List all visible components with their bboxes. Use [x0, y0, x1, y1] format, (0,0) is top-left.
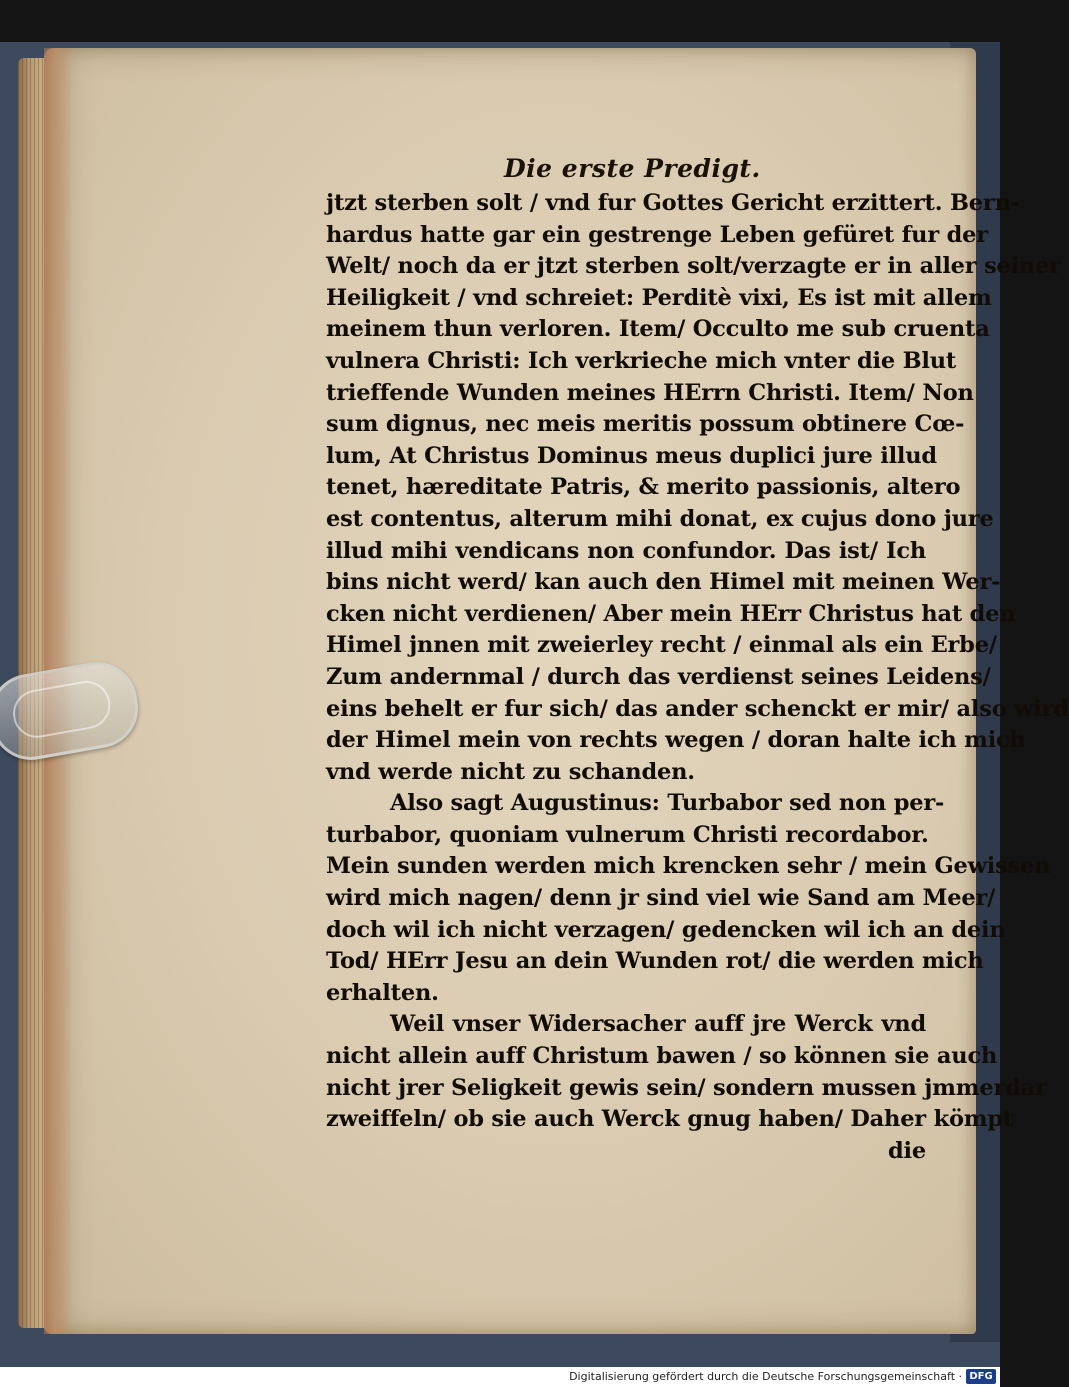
text-line: wird mich nagen/ denn jr sind viel wie Sand am Meer/: [326, 885, 996, 912]
text-line: Weil vnser Widersacher auff jre Werck vnd: [390, 1011, 926, 1038]
dfg-logo: DFG: [966, 1369, 996, 1384]
book-page: [44, 48, 1069, 1334]
text-line: Himel jnnen mit zweierley recht / einmal als ein Erbe/: [326, 632, 997, 659]
footer-credit: Digitalisierung gefördert durch die Deutsche Forschungsgemeinschaft ·: [569, 1370, 962, 1383]
text-line: Tod/ HErr Jesu an dein Wunden rot/ die werden mich: [326, 948, 984, 975]
text-line: vnd werde nicht zu schanden.: [326, 758, 695, 785]
text-line: Zum andernmal / durch das verdienst seines Leidens/: [326, 663, 991, 690]
text-line: eins behelt er fur sich/ das ander schenckt er mir/ also wird: [326, 695, 1069, 722]
text-line: nicht allein auff Christum bawen / so können sie auch: [326, 1043, 998, 1070]
page-text-block: [326, 188, 1069, 1167]
text-line: nicht jrer Seligkeit gewis sein/ sondern mussen jmmerdar: [326, 1074, 1047, 1101]
text-line: turbabor, quoniam vulnerum Christi recordabor.: [326, 821, 929, 848]
text-line: meinem thun verloren. Item/ Occulto me sub cruenta: [326, 316, 990, 343]
footer-bar: [0, 1367, 1000, 1387]
text-line: die: [888, 1137, 926, 1164]
text-line: doch wil ich nicht verzagen/ gedencken wil ich an dein: [326, 916, 1006, 943]
text-line: illud mihi vendicans non confundor. Das ist/ Ich: [326, 537, 926, 564]
text-line: sum dignus, nec meis meritis possum obtinere Cœ-: [326, 411, 965, 438]
page-header: Die erste Predigt.: [504, 154, 761, 183]
text-line: zweiffeln/ ob sie auch Werck gnug haben/ Daher kömpt: [326, 1106, 1014, 1133]
text-line: tenet, hæreditate Patris, & merito passionis, altero: [326, 474, 961, 501]
text-line: est contentus, alterum mihi donat, ex cujus dono jure: [326, 505, 994, 532]
text-line: hardus hatte gar ein gestrenge Leben gefüret fur der: [326, 221, 988, 248]
text-line: Welt/ noch da er jtzt sterben solt/verzagte er in aller seiner: [326, 253, 1061, 280]
text-line: lum, At Christus Dominus meus duplici jure illud: [326, 442, 937, 469]
text-line: cken nicht verdienen/ Aber mein HErr Christus hat den: [326, 600, 1016, 627]
text-line: trieffende Wunden meines HErrn Christi. Item/ Non: [326, 379, 974, 406]
text-line: der Himel mein von rechts wegen / doran halte ich mich: [326, 727, 1026, 754]
text-line: Also sagt Augustinus: Turbabor sed non per-: [390, 790, 945, 817]
text-line: jtzt sterben solt / vnd fur Gottes Gericht erzittert. Bern-: [326, 190, 1020, 216]
text-line: Mein sunden werden mich krencken sehr / mein Gewissen: [326, 853, 1051, 880]
text-line: vulnera Christi: Ich verkrieche mich vnter die Blut: [326, 347, 957, 374]
text-line: erhalten.: [326, 979, 439, 1006]
text-line: bins nicht werd/ kan auch den Himel mit meinen Wer-: [326, 569, 1001, 596]
text-line: Heiligkeit / vnd schreiet: Perditè vixi, Es ist mit allem: [326, 284, 992, 311]
